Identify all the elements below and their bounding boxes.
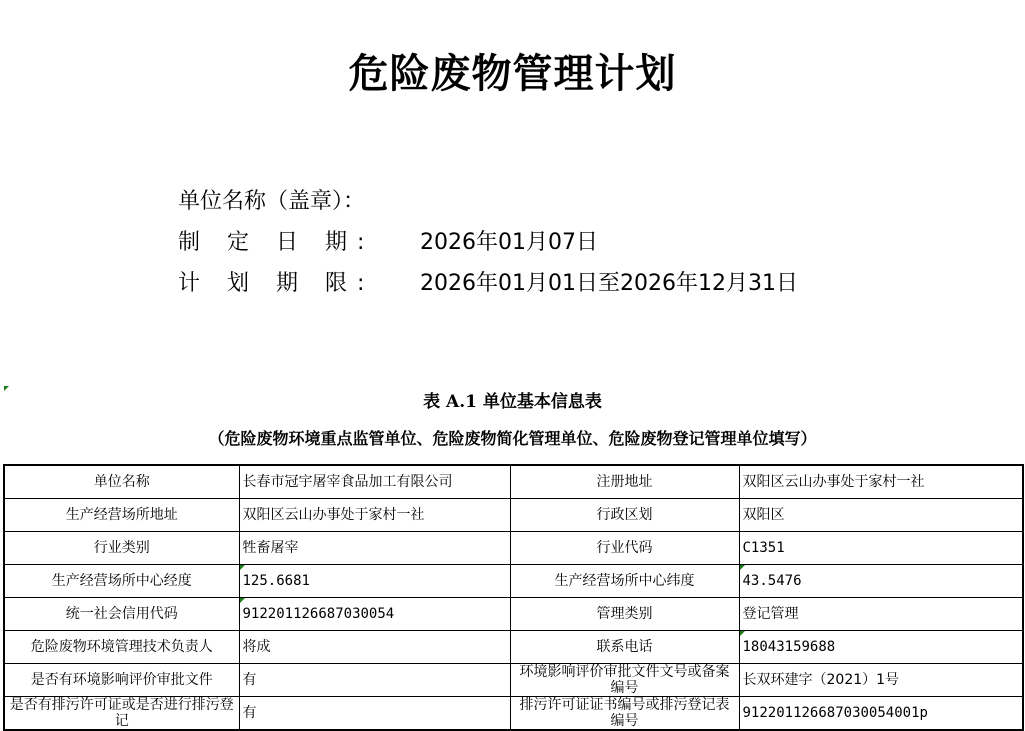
value-cell[interactable]: 双阳区云山办事处于家村一社	[739, 465, 1023, 499]
value-cell[interactable]: 有	[239, 664, 510, 697]
value-cell[interactable]: 18043159688	[739, 631, 1023, 664]
date-label: 制 定 日 期:	[178, 230, 375, 255]
date-value: 2026年01月07日	[420, 230, 598, 255]
table-row	[4, 532, 1023, 565]
label-cell: 环境影响评价审批文件文号或备案编号	[510, 664, 739, 697]
table-caption: 表 A.1 单位基本信息表	[423, 392, 602, 412]
label-cell: 行政区划	[510, 499, 739, 532]
label-cell: 管理类别	[510, 598, 739, 631]
label-cell: 单位名称	[4, 465, 239, 499]
label-cell: 联系电话	[510, 631, 739, 664]
value-cell[interactable]: 双阳区	[739, 499, 1023, 532]
value-cell[interactable]: 登记管理	[739, 598, 1023, 631]
value-cell[interactable]: 125.6681	[239, 565, 510, 598]
label-cell: 统一社会信用代码	[4, 598, 239, 631]
unit-name-label: 单位名称（盖章）：	[178, 189, 366, 214]
value-cell[interactable]: 长双环建字（2021）1号	[739, 664, 1023, 697]
label-cell: 是否有排污许可证或是否进行排污登记	[4, 697, 239, 731]
value-cell[interactable]: 双阳区云山办事处于家村一社	[239, 499, 510, 532]
value-cell[interactable]: 牲畜屠宰	[239, 532, 510, 565]
label-cell: 行业代码	[510, 532, 739, 565]
period-value: 2026年01月01日至2026年12月31日	[420, 271, 798, 296]
label-cell: 生产经营场所地址	[4, 499, 239, 532]
value-cell[interactable]: 有	[239, 697, 510, 731]
value-cell[interactable]: 912201126687030054	[239, 598, 510, 631]
table-row	[4, 565, 1023, 598]
value-cell[interactable]: 将成	[239, 631, 510, 664]
label-cell: 是否有环境影响评价审批文件	[4, 664, 239, 697]
label-cell: 生产经营场所中心纬度	[510, 565, 739, 598]
document-title: 危险废物管理计划	[348, 51, 677, 97]
table-row	[4, 465, 1023, 499]
label-cell: 行业类别	[4, 532, 239, 565]
period-label: 计 划 期 限:	[178, 271, 375, 296]
unit-info-table	[3, 464, 1024, 731]
label-cell: 注册地址	[510, 465, 739, 499]
table-row	[4, 499, 1023, 532]
label-cell: 危险废物环境管理技术负责人	[4, 631, 239, 664]
value-cell[interactable]: 43.5476	[739, 565, 1023, 598]
value-cell[interactable]: 912201126687030054001p	[739, 697, 1023, 731]
table-row	[4, 697, 1023, 731]
table-subcaption: （危险废物环境重点监管单位、危险废物简化管理单位、危险废物登记管理单位填写）	[208, 429, 817, 448]
table-row	[4, 598, 1023, 631]
table-row	[4, 631, 1023, 664]
label-cell: 生产经营场所中心经度	[4, 565, 239, 598]
table-row	[4, 664, 1023, 697]
value-cell[interactable]: 长春市冠宇屠宰食品加工有限公司	[239, 465, 510, 499]
label-cell: 排污许可证证书编号或排污登记表编号	[510, 697, 739, 731]
value-cell[interactable]: C1351	[739, 532, 1023, 565]
